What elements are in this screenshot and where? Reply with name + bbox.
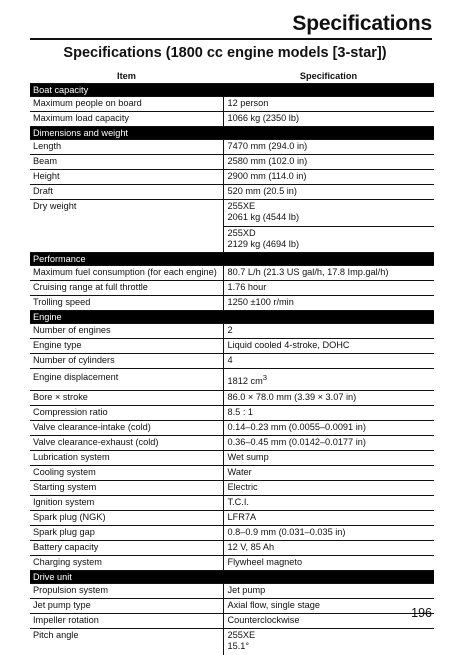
page-header-title: Specifications [292,12,432,36]
table-row [30,451,434,466]
row-value: Jet pump [223,584,434,599]
row-item: Spark plug gap [30,526,223,541]
row-value: 1250 ±100 r/min [223,296,434,311]
section-label: Performance [30,253,434,266]
section-label: Dimensions and weight [30,127,434,140]
section-header [30,311,434,324]
row-value: Liquid cooled 4-stroke, DOHC [223,339,434,354]
row-value: Water [223,466,434,481]
row-item: Impeller rotation [30,614,223,629]
column-header-item: Item [30,69,223,84]
table-row [30,614,434,629]
row-value: 2900 mm (114.0 in) [223,170,434,185]
page-title: Specifications (1800 cc engine models [3-star]) [0,45,450,61]
row-value: 86.0 × 78.0 mm (3.39 × 3.07 in) [223,391,434,406]
page-number: 196 [411,606,432,620]
table-row [30,281,434,296]
displacement-superscript: 3 [263,373,267,382]
table-row [30,266,434,281]
table-row [30,391,434,406]
row-value: T.C.I. [223,496,434,511]
row-item: Draft [30,185,223,200]
row-item: Pitch angle [30,629,223,655]
table-row [30,97,434,112]
row-item: Cruising range at full throttle [30,281,223,296]
section-label: Drive unit [30,571,434,584]
row-item: Lubrication system [30,451,223,466]
header-divider [30,38,432,40]
row-value: 12 person [223,97,434,112]
model-label: 255XD [228,228,432,239]
column-header-specification: Specification [223,69,434,84]
row-value: Flywheel magneto [223,556,434,571]
row-value: Electric [223,481,434,496]
table-row [30,496,434,511]
row-value: 0.36–0.45 mm (0.0142–0.0177 in) [223,436,434,451]
model-label: 255XE [228,630,432,641]
row-value: 12 V, 85 Ah [223,541,434,556]
section-header [30,84,434,97]
row-item: Beam [30,155,223,170]
row-item: Compression ratio [30,406,223,421]
table-row [30,421,434,436]
table-row [30,406,434,421]
row-item: Maximum people on board [30,97,223,112]
model-label: 255XE [228,201,432,212]
table-row [30,436,434,451]
row-value: 7470 mm (294.0 in) [223,140,434,155]
row-value: LFR7A [223,511,434,526]
model-value: 2061 kg (4544 lb) [228,212,432,223]
row-value [223,369,434,391]
section-header [30,127,434,140]
row-item: Number of engines [30,324,223,339]
table-row [30,324,434,339]
row-value: Wet sump [223,451,434,466]
row-item: Engine displacement [30,369,223,391]
table-row [30,526,434,541]
row-value: Counterclockwise [223,614,434,629]
section-label: Engine [30,311,434,324]
row-item: Trolling speed [30,296,223,311]
section-label: Boat capacity [30,84,434,97]
row-item: Spark plug (NGK) [30,511,223,526]
row-value: 0.14–0.23 mm (0.0055–0.0091 in) [223,421,434,436]
row-item: Height [30,170,223,185]
row-item: Engine type [30,339,223,354]
row-item: Starting system [30,481,223,496]
row-item: Dry weight [30,200,223,253]
row-value: 80.7 L/h (21.3 US gal/h, 17.8 Imp.gal/h) [223,266,434,281]
table-row [30,599,434,614]
table-row [30,296,434,311]
table-row [30,185,434,200]
row-value [223,227,434,253]
row-item: Charging system [30,556,223,571]
model-value: 2129 kg (4694 lb) [228,239,432,250]
row-item: Bore × stroke [30,391,223,406]
row-item: Valve clearance-intake (cold) [30,421,223,436]
table-row [30,481,434,496]
row-item: Ignition system [30,496,223,511]
row-value: 520 mm (20.5 in) [223,185,434,200]
row-value: 2580 mm (102.0 in) [223,155,434,170]
specifications-table [30,69,434,655]
row-value: Axial flow, single stage [223,599,434,614]
row-item: Valve clearance-exhaust (cold) [30,436,223,451]
table-row [30,354,434,369]
row-value [223,200,434,227]
displacement-value: 1812 cm [228,376,263,386]
row-value: 0.8–0.9 mm (0.031–0.035 in) [223,526,434,541]
table-header-row [30,69,434,84]
table-row [30,629,434,655]
row-value: 1.76 hour [223,281,434,296]
row-item: Battery capacity [30,541,223,556]
row-value [223,629,434,655]
table-row [30,112,434,127]
table-row [30,339,434,354]
table-row [30,584,434,599]
row-item: Maximum fuel consumption (for each engine) [30,266,223,281]
row-item: Jet pump type [30,599,223,614]
row-item: Cooling system [30,466,223,481]
model-value: 15.1° [228,641,432,652]
table-row [30,200,434,227]
section-header [30,571,434,584]
row-value: 8.5 : 1 [223,406,434,421]
row-value: 2 [223,324,434,339]
table-row [30,369,434,391]
row-item: Length [30,140,223,155]
table-row [30,170,434,185]
table-row [30,541,434,556]
table-row [30,511,434,526]
section-header [30,253,434,266]
row-item: Number of cylinders [30,354,223,369]
row-value: 4 [223,354,434,369]
row-item: Maximum load capacity [30,112,223,127]
row-value: 1066 kg (2350 lb) [223,112,434,127]
row-item: Propulsion system [30,584,223,599]
table-row [30,466,434,481]
table-row [30,556,434,571]
table-row [30,140,434,155]
table-row [30,155,434,170]
